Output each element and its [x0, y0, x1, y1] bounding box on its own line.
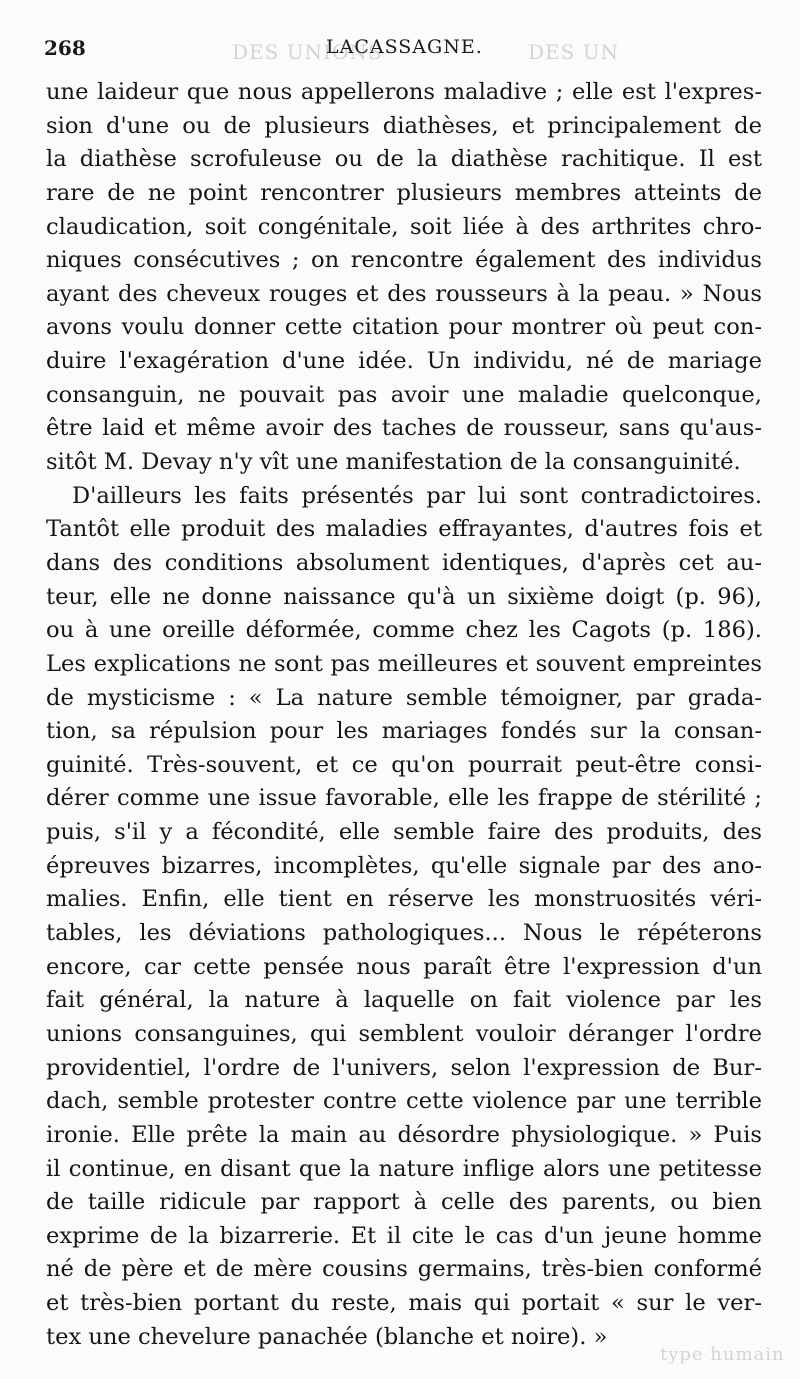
text-line: ou à une oreille déformée, comme chez les Cagots (p. 186). — [46, 617, 762, 644]
text-line: D'ailleurs les faits présentés par lui sont contradictoires. — [72, 482, 762, 509]
text-line: sitôt M. Devay n'y vît une manifestation de la consanguinité. — [46, 449, 741, 476]
text-line: tables, les déviations pathologiques... Nous le répéterons — [46, 920, 762, 947]
text-line: dach, semble protester contre cette violence par une terrible — [46, 1088, 762, 1115]
page-number: 268 — [44, 36, 86, 60]
text-line: duire l'exagération d'une idée. Un individu, né de mariage — [46, 348, 762, 375]
bleed-through-text-top-right: DES UN — [528, 40, 620, 64]
text-line: Tantôt elle produit des maladies effrayantes, d'autres fois et — [46, 516, 762, 543]
text-line: dans des conditions absolument identiques, d'après cet au- — [46, 549, 762, 576]
text-line: puis, s'il y a fécondité, elle semble faire des produits, des — [46, 819, 762, 846]
text-line: consanguin, ne pouvait pas avoir une maladie quelconque, — [46, 381, 762, 408]
bleed-through-text-top-left: DES UNIONS — [232, 40, 383, 64]
body-text — [46, 76, 762, 1354]
text-line: malies. Enfin, elle tient en réserve les monstruosités véri- — [46, 886, 762, 913]
text-line: claudication, soit congénitale, soit liée à des arthrites chro- — [46, 213, 762, 240]
text-line: de taille ridicule par rapport à celle des parents, ou bien — [46, 1189, 762, 1216]
text-line: ironie. Elle prête la main au désordre physiologique. » Puis — [46, 1121, 762, 1148]
text-line: providentiel, l'ordre de l'univers, selon l'expression de Bur- — [46, 1054, 762, 1081]
text-line: et très-bien portant du reste, mais qui portait « sur le ver- — [46, 1290, 762, 1317]
text-line: guinité. Très-souvent, et ce qu'on pourrait peut-être consi- — [46, 751, 762, 778]
text-line: de mysticisme : « La nature semble témoigner, par grada- — [46, 684, 762, 711]
text-line: Les explications ne sont pas meilleures et souvent empreintes — [46, 650, 762, 677]
text-line: dérer comme une issue favorable, elle les frappe de stérilité ; — [46, 785, 762, 812]
text-line: unions consanguines, qui semblent vouloir déranger l'ordre — [46, 1020, 762, 1047]
text-line: niques consécutives ; on rencontre également des individus — [46, 247, 762, 274]
text-line: être laid et même avoir des taches de rousseur, sans qu'aus- — [46, 415, 762, 442]
text-line: avons voulu donner cette citation pour montrer où peut con- — [46, 314, 762, 341]
page-header — [44, 36, 760, 66]
text-line: tex une chevelure panachée (blanche et noire). » — [46, 1323, 608, 1350]
text-line: sion d'une ou de plusieurs diathèses, et principalement de — [46, 112, 762, 139]
text-line: encore, car cette pensée nous paraît être l'expression d'un — [46, 953, 762, 980]
text-line: exprime de la bizarrerie. Et il cite le cas d'un jeune homme — [46, 1222, 762, 1249]
text-line: une laideur que nous appellerons maladive ; elle est l'expres- — [46, 79, 762, 105]
text-line: rare de ne point rencontrer plusieurs membres atteints de — [46, 179, 762, 206]
text-line: la diathèse scrofuleuse ou de la diathèse rachitique. Il est — [46, 146, 762, 173]
text-line: il continue, en disant que la nature inflige alors une petitesse — [46, 1155, 762, 1182]
text-line: épreuves bizarres, incomplètes, qu'elle signale par des ano- — [46, 852, 762, 879]
text-line: fait général, la nature à laquelle on fait violence par les — [46, 987, 762, 1014]
text-line: ayant des cheveux rouges et des rousseurs à la peau. » Nous — [46, 280, 762, 307]
text-line: né de père et de mère cousins germains, très-bien conformé — [46, 1256, 762, 1283]
text-line: tion, sa répulsion pour les mariages fondés sur la consan- — [46, 718, 762, 745]
running-title: LACASSAGNE. — [326, 36, 483, 58]
bleed-through-text-bottom-right: type humain — [660, 1344, 785, 1365]
text-line: teur, elle ne donne naissance qu'à un sixième doigt (p. 96), — [46, 583, 762, 610]
